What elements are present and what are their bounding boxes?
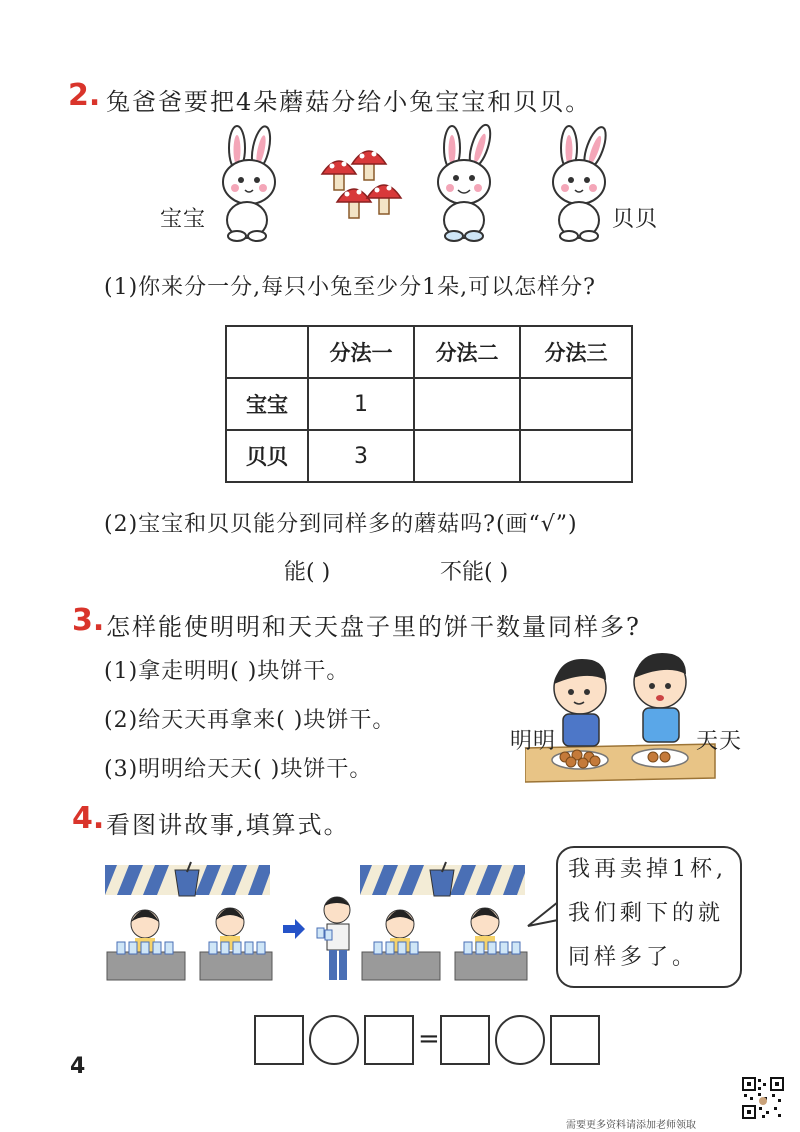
division-table [225, 325, 633, 483]
question-2-text: 兔爸爸要把4朵蘑菇分给小兔宝宝和贝贝。 [106, 88, 592, 116]
question-4-number: 4. [72, 801, 105, 836]
bunny-baobao-icon [223, 125, 275, 241]
boy-mingming-icon [554, 659, 606, 746]
table-cell-blank[interactable] [414, 430, 520, 482]
option-no[interactable]: 不能( ) [440, 560, 509, 585]
table-row [226, 378, 632, 430]
table-cell-blank[interactable] [520, 378, 632, 430]
footer-note: 需要更多资料请添加老师领取 [566, 1120, 696, 1131]
table-header-cell: 分法三 [520, 326, 632, 378]
speech-bubble [556, 846, 742, 988]
equation-result-box[interactable] [440, 1015, 490, 1065]
equation-operator-circle[interactable] [309, 1015, 359, 1065]
table-cell-blank[interactable] [414, 378, 520, 430]
equation-box-1[interactable] [254, 1015, 304, 1065]
question-4-text: 看图讲故事,填算式。 [106, 811, 350, 839]
table-header-cell: 分法二 [414, 326, 520, 378]
label-tiantian: 天天 [696, 729, 743, 754]
question-3-number: 3. [72, 603, 105, 638]
equals-sign: = [418, 1024, 440, 1054]
table-header-row [226, 326, 632, 378]
table-row [226, 430, 632, 482]
option-yes[interactable]: 能( ) [284, 560, 331, 585]
label-mingming: 明明 [510, 729, 557, 754]
table-cell: 1 [308, 378, 414, 430]
page-number: 4 [70, 1054, 86, 1079]
bunny-father-icon [438, 123, 494, 241]
stall-after [360, 862, 527, 980]
speech-line: 我们剩下的就 [568, 901, 725, 926]
speech-line: 我再卖掉1杯, [568, 857, 727, 882]
qr-code-icon[interactable] [742, 1077, 784, 1119]
equation-box-3[interactable] [550, 1015, 600, 1065]
question-2-part-1: (1)你来分一分,每只小兔至少分1朵,可以怎样分? [104, 275, 596, 300]
equation-operator-circle-2[interactable] [495, 1015, 545, 1065]
stall-before [105, 862, 272, 980]
speech-line: 同样多了。 [568, 945, 699, 970]
table-cell: 3 [308, 430, 414, 482]
question-3-item-1: (1)拿走明明( )块饼干。 [104, 659, 350, 684]
row-label-baobao: 宝宝 [226, 378, 308, 430]
table-cell-blank[interactable] [520, 430, 632, 482]
mushrooms-icon [322, 151, 401, 218]
row-label-beibei: 贝贝 [226, 430, 308, 482]
bunnies-mushrooms-illustration [160, 120, 680, 245]
question-3-item-2: (2)给天天再拿来( )块饼干。 [104, 708, 396, 733]
table-header-cell: 分法一 [308, 326, 414, 378]
equation-box-2[interactable] [364, 1015, 414, 1065]
label-baobao: 宝宝 [160, 207, 207, 232]
arrow-right-icon [283, 919, 305, 939]
speech-bubble-tail-icon [526, 900, 560, 930]
label-beibei: 贝贝 [612, 207, 659, 232]
table-header-cell [226, 326, 308, 378]
customer-boy-icon [317, 897, 350, 980]
question-3-text: 怎样能使明明和天天盘子里的饼干数量同样多? [106, 613, 641, 641]
question-2-part-2: (2)宝宝和贝贝能分到同样多的蘑菇吗?(画“√”) [104, 512, 578, 537]
drink-stall-illustration [105, 860, 535, 990]
question-3-item-3: (3)明明给天天( )块饼干。 [104, 757, 373, 782]
boy-tiantian-icon [634, 653, 686, 742]
bunny-beibei-icon [553, 125, 610, 241]
question-2-number: 2. [68, 78, 101, 113]
boys-cookies-illustration [525, 648, 725, 783]
